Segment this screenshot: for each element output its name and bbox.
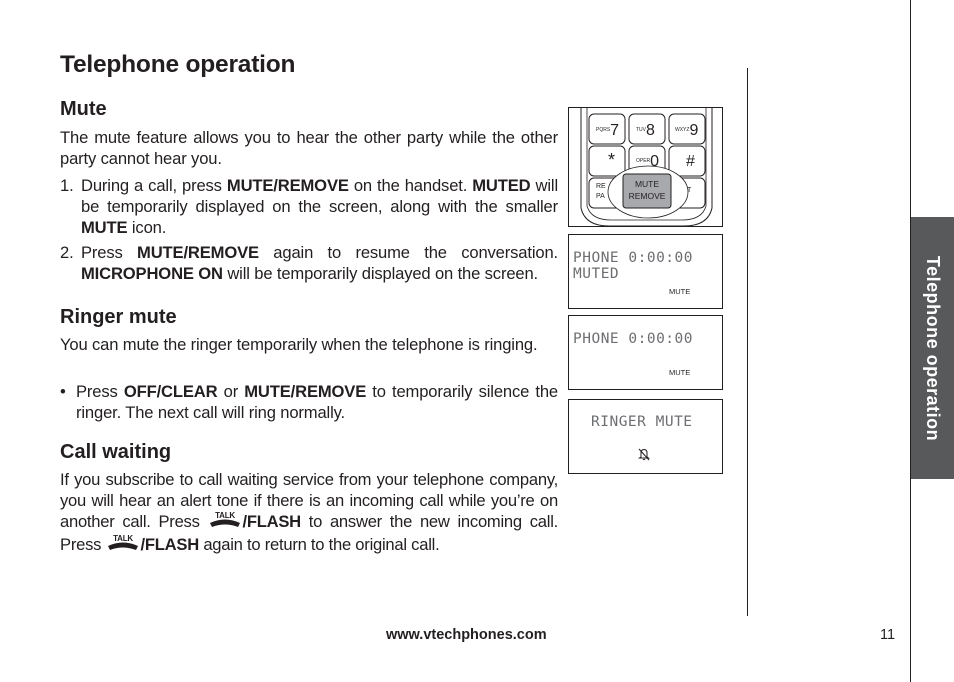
lcd-line-1: PHONE 0:00:00 — [573, 331, 693, 347]
step-number: 2. — [60, 243, 74, 262]
handset-keypad-illustration — [568, 107, 723, 227]
lcd-screen-phone — [568, 315, 723, 390]
svg-text:TALK: TALK — [112, 534, 133, 543]
call-waiting-text: If you subscribe to call waiting service from your telephone company, you will hear an alert tone if there is an incoming call while you’re on another call. Press TALK /FLASH to answer the new incoming call. Press TALK /FLASH again to return to the original call. — [60, 469, 558, 557]
mute-intro: The mute feature allows you to hear the other party while the other party cannot hear you. — [60, 128, 558, 168]
lcd-line-1: RINGER MUTE — [591, 414, 693, 430]
mute-remove-key: MUTE REMOVE — [628, 179, 666, 201]
lcd-screen-ringer-mute — [568, 399, 723, 474]
ringer-mute-bullet: • Press OFF/CLEAR or MUTE/REMOVE to temporarily silence the ringer. The next call will ring normally. — [60, 382, 558, 422]
key-pound: # — [686, 153, 695, 170]
mute-indicator-icon: MUTE — [669, 287, 691, 296]
key-0: $^{OPER}$0 — [636, 153, 660, 170]
mute-step-2: 2. Press MUTE/REMOVE again to resume the conversation. MICROPHONE ON will be temporarily displayed on the screen. — [60, 243, 558, 283]
mute-indicator-icon: MUTE — [669, 368, 691, 377]
ringer-mute-intro: You can mute the ringer temporarily when the telephone is ringing. — [60, 335, 538, 354]
key-right-partial: T — [687, 187, 692, 194]
step-number: 1. — [60, 176, 74, 195]
talk-icon — [106, 534, 140, 557]
key-7: $^{PQRS}$7 — [596, 122, 620, 139]
ringer-mute-heading: Ringer mute — [60, 306, 177, 328]
key-8: $^{TUV}$8 — [636, 122, 655, 139]
footer-url: www.vtechphones.com — [386, 627, 547, 643]
bullet-symbol: • — [60, 382, 66, 401]
lcd-screen-muted — [568, 234, 723, 309]
talk-icon — [208, 511, 242, 534]
mute-step-1: 1. During a call, press MUTE/REMOVE on the handset. MUTED will be temporarily displayed on the screen, along with the smaller MUTE icon. — [60, 176, 559, 237]
key-redial-partial: RE PA — [596, 183, 606, 200]
lcd-line-2: MUTED — [573, 266, 620, 282]
call-waiting-heading: Call waiting — [60, 441, 172, 463]
page-title: Telephone operation — [60, 51, 296, 78]
key-9: $^{WXYZ}$9 — [675, 122, 699, 139]
mute-heading: Mute — [60, 98, 107, 120]
lcd-line-1: PHONE 0:00:00 — [573, 250, 693, 266]
column-divider — [747, 68, 748, 616]
bell-off-icon — [637, 447, 651, 461]
key-star: * — [608, 150, 616, 170]
page-number: 11 — [880, 627, 896, 643]
svg-text:TALK: TALK — [214, 511, 235, 520]
side-tab-label: Telephone operation — [923, 255, 943, 441]
